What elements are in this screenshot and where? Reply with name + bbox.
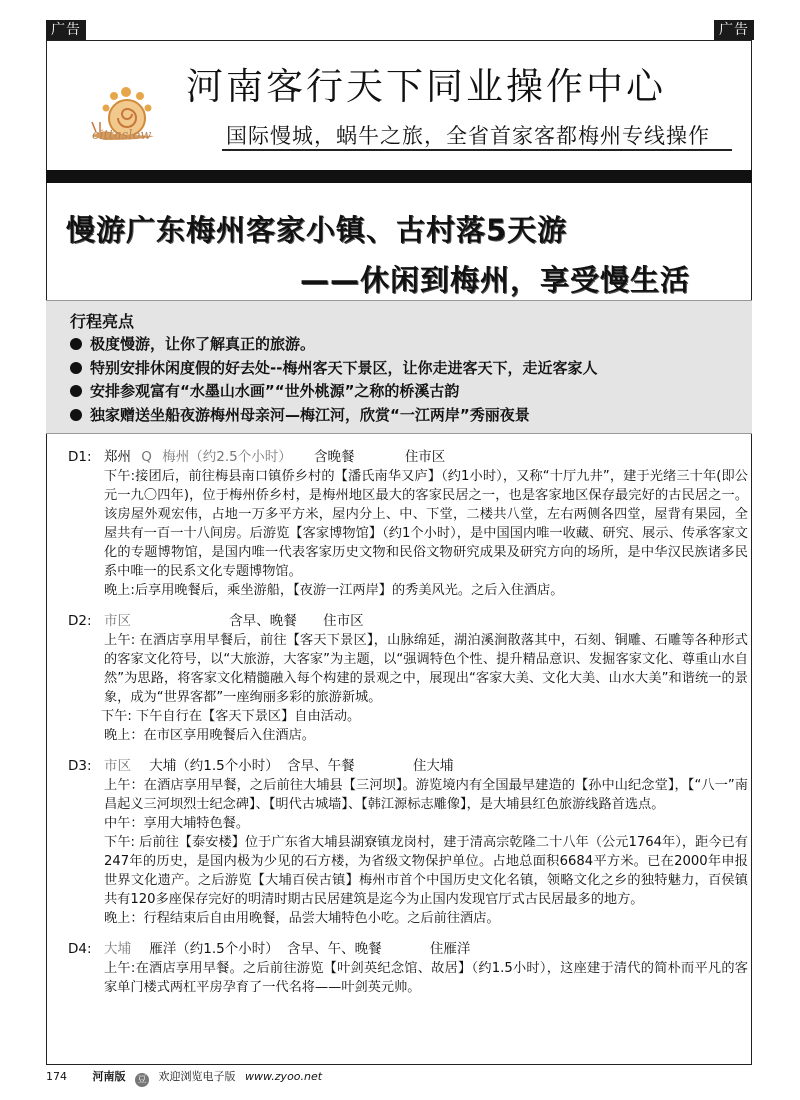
tour-title: 慢游广东梅州客家小镇、古村落5天游 (66, 213, 568, 247)
logo-badge-icon: 豆 (135, 1073, 149, 1087)
bullet-icon (70, 385, 82, 397)
day-header: D4: 大埔 雁洋（约1.5个小时） 含早、午、晚餐 住雁洋 (68, 941, 471, 957)
highlight-item: 独家赠送坐船夜游梅州母亲河—梅江河，欣赏“一江两岸”秀丽夜景 (70, 404, 597, 428)
page-number: 174 (46, 1070, 67, 1083)
header (46, 40, 752, 170)
highlight-item: 安排参观富有“水墨山水画”“世外桃源”之称的桥溪古韵 (70, 380, 597, 404)
bullet-icon (70, 362, 82, 374)
tour-subtitle: ——休闲到梅州，享受慢生活 (300, 263, 691, 297)
day-body: 下午:接团后，前往梅县南口镇侨乡村的【潘氏南华又庐】（约1小时），又称“十厅九井”，建于光绪三十年(即公元一九〇四年)，位于梅州侨乡村，是梅州地区最大的客家民居之一，也是客家地区保存最完好的古民居之一。该房屋外观宏伟，占地一万多平方米，屋内分上、中、下堂，二楼共八堂，左右两侧各四堂，屋背有果园，全屋共有一百一十八间房。后游览【客家博物馆】（约1个小时），是中国国内唯一收藏、研究、展示、传承客家文化的专题博物馆，是国内唯一代表客家历史文物和民俗文物研究成果及研究方向的场所，是中华汉民族诸多民系中唯一的民系文化专题博物馆。 晚上:后享用晚餐后，乘坐游船，【夜游一江两岸】的秀美风光。之后入住酒店。 (104, 469, 748, 598)
bullet-icon (70, 409, 82, 421)
day-body: 上午：在酒店享用早餐，之后前往大埔县【三河坝】。游览境内有全国最早建造的【孙中山纪念堂】，【“八一”南昌起义三河坝烈士纪念碑】、【明代古城墙】、【韩江源标志雕像】，是大埔县红色旅游线路首选点。 中午：享用大埔特色餐。 下午: 后前往【泰安楼】位于广东省大埔县湖寮镇龙岗村，建于清高宗乾隆二十八年（公元1764年），距今已有247年的历史，是国内极为少见的石方楼，为省级文物保护单位。占地总面积6684平方米。已在2000年申报世界文化遗产。之后游览【大埔百侯古镇】梅州市首个中国历史文化名镇，领略文化之乡的独特魅力，百侯镇共有120多座保存完好的明清时期古民居建筑是迄今为止国内发现官厅式古民居最多的地方。 晚上：行程结束后自由用晚餐，品尝大埔特色小吃。之后前往酒店。 (104, 778, 748, 926)
day-header: D2: 市区 含早、晚餐 住市区 (68, 613, 364, 629)
day-section (68, 940, 748, 997)
ad-label-right: 广告 (714, 20, 754, 40)
day-label: D3: (68, 758, 92, 774)
day-label: D2: (68, 613, 92, 629)
edition-label: 河南版 (92, 1070, 126, 1083)
highlights-box (46, 300, 752, 434)
bullet-icon (70, 338, 82, 350)
day-body: 上午: 在酒店享用早餐后，前往【客天下景区】，山脉绵延，湖泊溪涧散落其中，石刻、铜雕、石雕等各种形式的客家文化符号，以“大旅游，大客家”为主题，以“强调特色个性、提升精品意识、发掘客家文化、尊重山水自然”为思路，将客家文化精髓融入每个构建的景观之中，展现出“客家大美、文化大美、山水大美”和谐统一的景象，成为“世界客都”一座绚丽多彩的旅游新城。 下午: 下午自行在【客天下景区】自由活动。 晚上：在市区享用晚餐后入住酒店。 (101, 633, 748, 743)
day-header: D1: 郑州 Q 梅州（约2.5个小时） 含晚餐 住市区 (68, 449, 446, 465)
day-section (68, 757, 748, 928)
highlights-heading: 行程亮点 (70, 312, 135, 331)
day-label: D1: (68, 449, 92, 465)
ad-label-left: 广告 (46, 20, 86, 40)
brand-subtitle: 国际慢城，蜗牛之旅，全省首家客都梅州专线操作 (226, 124, 710, 148)
footer-url[interactable]: www.zyoo.net (245, 1070, 323, 1083)
day-section (68, 448, 748, 600)
brand-title: 河南客行天下同业操作中心 (186, 65, 666, 108)
day-body: 上午:在酒店享用早餐。之后前往游览【叶剑英纪念馆、故居】（约1.5小时），这座建于清代的简朴而平凡的客家单门楼式两杠平房孕育了一代名将——叶剑英元帅。 (104, 961, 748, 995)
day-label: D4: (68, 941, 92, 957)
page-footer (46, 1068, 322, 1087)
day-header: D3: 市区 大埔（约1.5个小时） 含早、午餐 住大埔 (68, 758, 454, 774)
highlights-list (70, 333, 597, 427)
footer-slogan: 欢迎浏览电子版 (158, 1070, 236, 1083)
subtitle-underline (222, 149, 732, 151)
header-divider-bar (46, 170, 752, 183)
highlight-item: 特别安排休闲度假的好去处--梅州客天下景区，让你走进客天下，走近客家人 (70, 357, 597, 381)
day-section (68, 612, 748, 745)
highlight-item: 极度慢游，让你了解真正的旅游。 (70, 333, 597, 357)
logo-text: cittaslow (92, 128, 152, 143)
itinerary (68, 448, 748, 1009)
